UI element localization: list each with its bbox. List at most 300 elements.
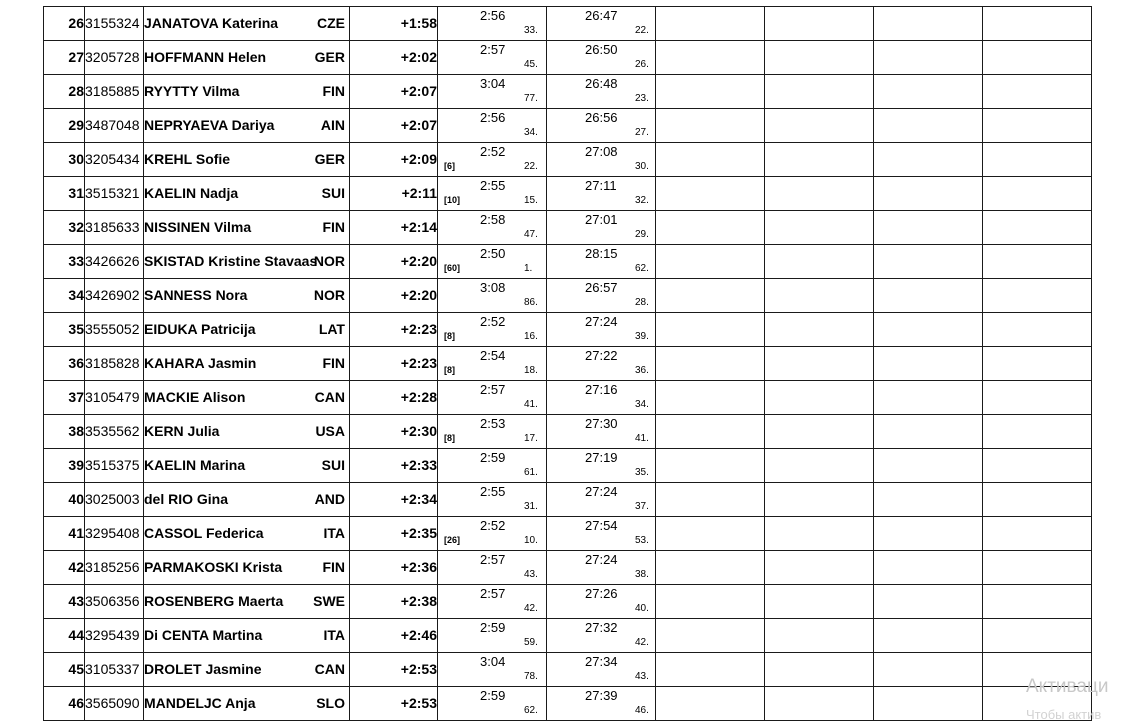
empty-cell — [983, 585, 1092, 619]
split-2-cell — [547, 41, 656, 75]
empty-cell — [983, 75, 1092, 109]
athlete-cell — [144, 517, 350, 551]
nation-code: FIN — [322, 219, 345, 235]
empty-cell — [765, 483, 874, 517]
rank-cell: 26 — [44, 7, 85, 41]
split-2-time: 26:57 — [585, 280, 618, 295]
split-2-rank: 26. — [635, 59, 649, 70]
fis-code-cell: 3555052 — [85, 313, 144, 347]
empty-cell — [656, 75, 765, 109]
split-1-cell — [438, 415, 547, 449]
split-2-cell — [547, 75, 656, 109]
athlete-name: SANNESS Nora — [144, 287, 248, 303]
athlete-cell — [144, 687, 350, 721]
time-behind-cell: +1:58 — [350, 7, 438, 41]
results-body — [44, 7, 1092, 721]
athlete-cell — [144, 313, 350, 347]
result-row — [44, 483, 1092, 517]
result-row — [44, 653, 1092, 687]
split-1-time: 2:53 — [480, 416, 506, 431]
split-1-time: 3:08 — [480, 280, 506, 295]
split-2-rank: 41. — [635, 433, 649, 444]
empty-cell — [656, 449, 765, 483]
bonus-seconds: [8] — [444, 365, 455, 375]
empty-cell — [874, 619, 983, 653]
empty-cell — [656, 109, 765, 143]
empty-cell — [983, 313, 1092, 347]
fis-code-cell: 3487048 — [85, 109, 144, 143]
split-2-cell — [547, 551, 656, 585]
nation-code: SWE — [313, 593, 345, 609]
fis-code-cell: 3185885 — [85, 75, 144, 109]
nation-code: SUI — [321, 185, 345, 201]
athlete-cell — [144, 41, 350, 75]
split-2-cell — [547, 415, 656, 449]
split-2-time: 27:11 — [585, 178, 617, 193]
split-2-rank: 36. — [635, 365, 649, 376]
fis-code-cell: 3185256 — [85, 551, 144, 585]
split-2-time: 27:16 — [585, 382, 618, 397]
split-2-time: 26:50 — [585, 42, 618, 57]
split-2-cell — [547, 143, 656, 177]
fis-code-cell: 3515321 — [85, 177, 144, 211]
split-1-cell — [438, 483, 547, 517]
empty-cell — [656, 143, 765, 177]
split-2-time: 27:24 — [585, 552, 618, 567]
split-2-rank: 34. — [635, 399, 649, 410]
time-behind-cell: +2:09 — [350, 143, 438, 177]
rank-cell: 41 — [44, 517, 85, 551]
bonus-seconds: [6] — [444, 161, 455, 171]
split-2-cell — [547, 449, 656, 483]
split-2-rank: 35. — [635, 467, 649, 478]
athlete-cell — [144, 483, 350, 517]
rank-cell: 43 — [44, 585, 85, 619]
empty-cell — [656, 415, 765, 449]
split-2-cell — [547, 347, 656, 381]
nation-code: GER — [314, 151, 345, 167]
athlete-cell — [144, 177, 350, 211]
athlete-name: NISSINEN Vilma — [144, 219, 252, 235]
nation-code: AIN — [320, 117, 345, 133]
time-behind-cell: +2:14 — [350, 211, 438, 245]
result-row — [44, 245, 1092, 279]
activation-watermark-subtitle: Чтобы актив — [1026, 707, 1102, 722]
result-row — [44, 619, 1092, 653]
empty-cell — [983, 279, 1092, 313]
split-1-rank: 61. — [524, 467, 538, 478]
split-2-rank: 27. — [635, 127, 649, 138]
time-behind-cell: +2:23 — [350, 313, 438, 347]
empty-cell — [874, 143, 983, 177]
split-1-cell — [438, 245, 547, 279]
bonus-seconds: [26] — [444, 535, 461, 545]
empty-cell — [874, 551, 983, 585]
fis-code-cell: 3105337 — [85, 653, 144, 687]
athlete-name: KAHARA Jasmin — [144, 355, 257, 371]
rank-cell: 29 — [44, 109, 85, 143]
split-2-time: 27:08 — [585, 144, 618, 159]
fis-code-cell: 3506356 — [85, 585, 144, 619]
athlete-name: RYYTTY Vilma — [144, 83, 240, 99]
empty-cell — [983, 41, 1092, 75]
split-1-cell — [438, 7, 547, 41]
rank-cell: 33 — [44, 245, 85, 279]
split-1-cell — [438, 517, 547, 551]
split-2-cell — [547, 381, 656, 415]
nation-code: ITA — [323, 627, 345, 643]
split-1-rank: 42. — [524, 603, 538, 614]
split-1-time: 2:56 — [480, 110, 506, 125]
athlete-name: MACKIE Alison — [144, 389, 246, 405]
split-2-cell — [547, 483, 656, 517]
fis-code-cell: 3426902 — [85, 279, 144, 313]
split-2-rank: 37. — [635, 501, 649, 512]
time-behind-cell: +2:28 — [350, 381, 438, 415]
empty-cell — [983, 211, 1092, 245]
empty-cell — [874, 245, 983, 279]
athlete-cell — [144, 75, 350, 109]
athlete-cell — [144, 7, 350, 41]
empty-cell — [983, 449, 1092, 483]
empty-cell — [874, 41, 983, 75]
empty-cell — [765, 551, 874, 585]
split-1-rank: 22. — [524, 161, 538, 172]
time-behind-cell: +2:34 — [350, 483, 438, 517]
athlete-name: DROLET Jasmine — [144, 661, 262, 677]
empty-cell — [656, 653, 765, 687]
nation-code: SUI — [321, 457, 345, 473]
athlete-name: EIDUKA Patricija — [144, 321, 256, 337]
empty-cell — [874, 585, 983, 619]
split-2-cell — [547, 313, 656, 347]
split-2-time: 27:24 — [585, 484, 618, 499]
result-row — [44, 7, 1092, 41]
empty-cell — [983, 347, 1092, 381]
split-2-time: 27:01 — [585, 212, 618, 227]
empty-cell — [983, 177, 1092, 211]
split-1-cell — [438, 687, 547, 721]
empty-cell — [765, 177, 874, 211]
split-1-time: 2:55 — [480, 178, 506, 193]
empty-cell — [874, 483, 983, 517]
split-1-rank: 77. — [524, 93, 538, 104]
empty-cell — [765, 687, 874, 721]
split-2-rank: 40. — [635, 603, 649, 614]
athlete-name: JANATOVA Katerina — [144, 15, 279, 31]
split-2-rank: 42. — [635, 637, 649, 648]
split-1-cell — [438, 177, 547, 211]
split-1-time: 2:52 — [480, 314, 506, 329]
result-row — [44, 143, 1092, 177]
split-1-cell — [438, 75, 547, 109]
empty-cell — [656, 313, 765, 347]
split-2-time: 27:32 — [585, 620, 618, 635]
split-1-cell — [438, 381, 547, 415]
rank-cell: 28 — [44, 75, 85, 109]
rank-cell: 37 — [44, 381, 85, 415]
empty-cell — [765, 143, 874, 177]
split-2-time: 27:54 — [585, 518, 618, 533]
split-2-time: 27:26 — [585, 586, 618, 601]
split-2-rank: 46. — [635, 705, 649, 716]
empty-cell — [765, 415, 874, 449]
athlete-cell — [144, 279, 350, 313]
split-1-time: 2:50 — [480, 246, 506, 261]
split-2-cell — [547, 279, 656, 313]
nation-code: GER — [314, 49, 345, 65]
rank-cell: 30 — [44, 143, 85, 177]
result-row — [44, 177, 1092, 211]
split-1-rank: 41. — [524, 399, 538, 410]
empty-cell — [656, 687, 765, 721]
time-behind-cell: +2:53 — [350, 653, 438, 687]
split-2-rank: 22. — [635, 25, 649, 36]
empty-cell — [874, 177, 983, 211]
nation-code: SLO — [316, 695, 345, 711]
rank-cell: 44 — [44, 619, 85, 653]
time-behind-cell: +2:20 — [350, 279, 438, 313]
empty-cell — [765, 211, 874, 245]
empty-cell — [765, 75, 874, 109]
nation-code: ITA — [323, 525, 345, 541]
fis-code-cell: 3105479 — [85, 381, 144, 415]
split-2-time: 26:47 — [585, 8, 618, 23]
empty-cell — [874, 517, 983, 551]
time-behind-cell: +2:07 — [350, 75, 438, 109]
fis-code-cell: 3155324 — [85, 7, 144, 41]
empty-cell — [983, 245, 1092, 279]
nation-code: CAN — [314, 389, 345, 405]
split-1-rank: 33. — [524, 25, 538, 36]
split-2-cell — [547, 687, 656, 721]
athlete-name: SKISTAD Kristine Stavaas — [144, 253, 318, 269]
empty-cell — [983, 483, 1092, 517]
bonus-seconds: [8] — [444, 433, 455, 443]
time-behind-cell: +2:30 — [350, 415, 438, 449]
split-2-rank: 32. — [635, 195, 649, 206]
nation-code: LAT — [318, 321, 345, 337]
result-row — [44, 551, 1092, 585]
nation-code: FIN — [322, 83, 345, 99]
split-2-cell — [547, 585, 656, 619]
time-behind-cell: +2:35 — [350, 517, 438, 551]
split-1-time: 2:52 — [480, 144, 506, 159]
time-behind-cell: +2:46 — [350, 619, 438, 653]
split-1-time: 3:04 — [480, 654, 506, 669]
empty-cell — [656, 483, 765, 517]
split-1-cell — [438, 279, 547, 313]
split-2-cell — [547, 517, 656, 551]
empty-cell — [765, 517, 874, 551]
athlete-cell — [144, 653, 350, 687]
split-1-rank: 18. — [524, 365, 538, 376]
nation-code: NOR — [313, 253, 345, 269]
athlete-name: NEPRYAEVA Dariya — [144, 117, 275, 133]
split-2-rank: 38. — [635, 569, 649, 580]
split-1-rank: 34. — [524, 127, 538, 138]
split-1-cell — [438, 41, 547, 75]
empty-cell — [765, 279, 874, 313]
empty-cell — [656, 177, 765, 211]
time-behind-cell: +2:11 — [350, 177, 438, 211]
athlete-cell — [144, 211, 350, 245]
split-2-time: 26:56 — [585, 110, 618, 125]
split-1-time: 3:04 — [480, 76, 506, 91]
split-1-cell — [438, 653, 547, 687]
fis-code-cell: 3535562 — [85, 415, 144, 449]
split-1-time: 2:52 — [480, 518, 506, 533]
nation-code: FIN — [322, 559, 345, 575]
split-1-time: 2:59 — [480, 620, 506, 635]
empty-cell — [765, 585, 874, 619]
result-row — [44, 415, 1092, 449]
empty-cell — [656, 381, 765, 415]
empty-cell — [656, 347, 765, 381]
empty-cell — [656, 245, 765, 279]
rank-cell: 45 — [44, 653, 85, 687]
rank-cell: 46 — [44, 687, 85, 721]
split-2-time: 27:39 — [585, 688, 618, 703]
split-1-rank: 16. — [524, 331, 538, 342]
result-row — [44, 109, 1092, 143]
result-row — [44, 41, 1092, 75]
empty-cell — [874, 415, 983, 449]
athlete-cell — [144, 551, 350, 585]
split-2-cell — [547, 7, 656, 41]
empty-cell — [765, 619, 874, 653]
split-1-rank: 17. — [524, 433, 538, 444]
split-2-rank: 29. — [635, 229, 649, 240]
empty-cell — [874, 75, 983, 109]
split-1-rank: 43. — [524, 569, 538, 580]
nation-code: USA — [315, 423, 345, 439]
split-1-rank: 45. — [524, 59, 538, 70]
time-behind-cell: +2:38 — [350, 585, 438, 619]
split-2-time: 27:22 — [585, 348, 618, 363]
empty-cell — [874, 381, 983, 415]
empty-cell — [874, 109, 983, 143]
split-1-time: 2:57 — [480, 586, 506, 601]
athlete-name: MANDELJC Anja — [144, 695, 256, 711]
rank-cell: 34 — [44, 279, 85, 313]
empty-cell — [765, 347, 874, 381]
rank-cell: 27 — [44, 41, 85, 75]
empty-cell — [874, 313, 983, 347]
split-1-cell — [438, 585, 547, 619]
nation-code: CAN — [314, 661, 345, 677]
result-row — [44, 279, 1092, 313]
fis-code-cell: 3426626 — [85, 245, 144, 279]
empty-cell — [656, 7, 765, 41]
split-1-cell — [438, 109, 547, 143]
split-2-rank: 30. — [635, 161, 649, 172]
split-2-cell — [547, 109, 656, 143]
split-1-time: 2:59 — [480, 450, 506, 465]
results-table — [43, 6, 1092, 721]
empty-cell — [656, 619, 765, 653]
bonus-seconds: [10] — [444, 195, 461, 205]
fis-code-cell: 3295439 — [85, 619, 144, 653]
athlete-cell — [144, 415, 350, 449]
nation-code: CZE — [317, 15, 345, 31]
athlete-name: KAELIN Nadja — [144, 185, 239, 201]
empty-cell — [656, 279, 765, 313]
time-behind-cell: +2:36 — [350, 551, 438, 585]
empty-cell — [874, 279, 983, 313]
empty-cell — [656, 41, 765, 75]
athlete-cell — [144, 143, 350, 177]
athlete-name: KERN Julia — [144, 423, 220, 439]
fis-code-cell: 3565090 — [85, 687, 144, 721]
rank-cell: 39 — [44, 449, 85, 483]
split-2-cell — [547, 177, 656, 211]
empty-cell — [983, 7, 1092, 41]
split-1-rank: 1. — [524, 263, 533, 274]
split-2-time: 27:19 — [585, 450, 618, 465]
split-1-time: 2:54 — [480, 348, 506, 363]
split-2-rank: 23. — [635, 93, 649, 104]
empty-cell — [874, 449, 983, 483]
empty-cell — [983, 415, 1092, 449]
empty-cell — [874, 7, 983, 41]
empty-cell — [983, 143, 1092, 177]
result-row — [44, 517, 1092, 551]
split-1-cell — [438, 313, 547, 347]
result-row — [44, 687, 1092, 721]
split-1-rank: 31. — [524, 501, 538, 512]
nation-code: NOR — [313, 287, 345, 303]
athlete-cell — [144, 619, 350, 653]
empty-cell — [765, 109, 874, 143]
time-behind-cell: +2:23 — [350, 347, 438, 381]
athlete-name: PARMAKOSKI Krista — [144, 559, 283, 575]
rank-cell: 31 — [44, 177, 85, 211]
split-1-time: 2:56 — [480, 8, 506, 23]
split-2-time: 26:48 — [585, 76, 618, 91]
athlete-cell — [144, 109, 350, 143]
empty-cell — [983, 381, 1092, 415]
empty-cell — [656, 211, 765, 245]
result-row — [44, 313, 1092, 347]
split-1-cell — [438, 449, 547, 483]
split-2-rank: 28. — [635, 297, 649, 308]
athlete-cell — [144, 449, 350, 483]
empty-cell — [983, 517, 1092, 551]
split-1-rank: 15. — [524, 195, 538, 206]
empty-cell — [874, 211, 983, 245]
empty-cell — [983, 619, 1092, 653]
split-1-time: 2:57 — [480, 42, 506, 57]
split-1-rank: 78. — [524, 671, 538, 682]
empty-cell — [765, 313, 874, 347]
empty-cell — [765, 449, 874, 483]
rank-cell: 35 — [44, 313, 85, 347]
empty-cell — [765, 41, 874, 75]
empty-cell — [983, 551, 1092, 585]
time-behind-cell: +2:20 — [350, 245, 438, 279]
nation-code: AND — [314, 491, 345, 507]
fis-code-cell: 3295408 — [85, 517, 144, 551]
time-behind-cell: +2:02 — [350, 41, 438, 75]
split-2-rank: 53. — [635, 535, 649, 546]
empty-cell — [765, 245, 874, 279]
empty-cell — [874, 653, 983, 687]
activation-watermark-title: Активаци — [1026, 676, 1109, 697]
fis-code-cell: 3205434 — [85, 143, 144, 177]
fis-code-cell: 3025003 — [85, 483, 144, 517]
split-1-cell — [438, 143, 547, 177]
